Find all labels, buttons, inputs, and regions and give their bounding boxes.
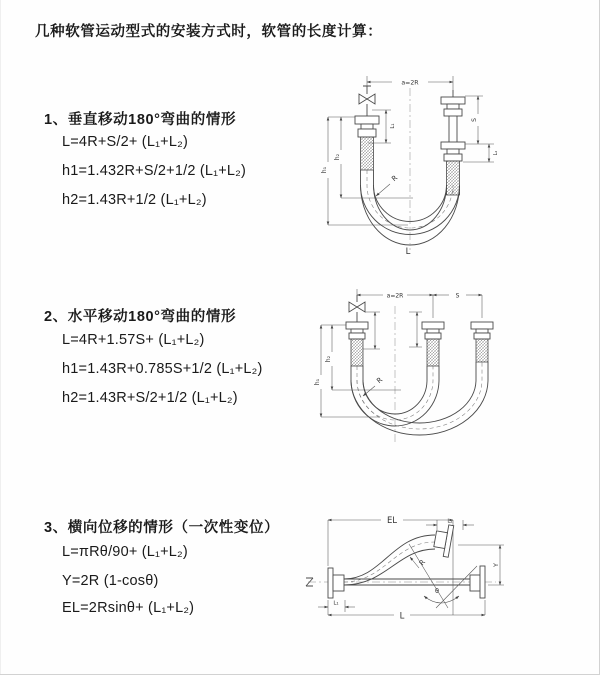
section-3-formula-L: L=πRθ/90+ (L₁+L₂)	[62, 544, 188, 560]
dim-l2	[463, 144, 499, 162]
section-3-formula-Y: Y=2R (1-cosθ)	[62, 573, 159, 589]
section-1-formula-h1: h1=1.432R+S/2+1/2 (L₁+L₂)	[62, 163, 247, 179]
dim-l1-label: L₁	[333, 600, 339, 607]
dim-a2r-label: a=2R	[401, 79, 419, 87]
angle-theta-label: θ	[435, 587, 439, 595]
dim-s	[465, 96, 494, 144]
dim-l2-label: L₂	[447, 518, 453, 525]
diagram-lateral-displacement	[296, 496, 544, 654]
page-title: 几种软管运动型式的安装方式时，软管的长度计算：	[35, 24, 383, 40]
radius-callout	[363, 376, 384, 396]
left-fitting	[346, 322, 368, 366]
braided-hose-left	[361, 137, 374, 170]
section-1-heading: 1、垂直移动180°弯曲的情形	[44, 112, 237, 128]
dim-fitting-middle	[409, 312, 422, 347]
diagram-vertical-180-bend	[308, 70, 523, 260]
section-2-formula-h2: h2=1.43R+S/2+1/2 (L₁+L₂)	[62, 390, 238, 406]
dim-l-label: L	[399, 611, 405, 622]
radius-label: R	[417, 558, 428, 568]
dim-y-label: Y	[492, 563, 500, 567]
right-fitting	[441, 90, 465, 195]
dim-l	[328, 600, 485, 622]
radius-label: R	[390, 173, 400, 184]
dim-l1	[318, 600, 355, 612]
dim-a2r	[357, 289, 482, 318]
dim-fitting-left	[363, 312, 380, 349]
dim-h2-label: h₂	[334, 153, 341, 161]
dim-s	[433, 293, 482, 300]
valve-icon	[359, 86, 375, 116]
section-1-formula-h2: h2=1.43R+1/2 (L₁+L₂)	[62, 192, 207, 208]
dim-l2-label: L₂	[493, 150, 499, 156]
section-2-heading: 2、水平移动180°弯曲的情形	[44, 309, 237, 325]
dim-h1-label: h₁	[314, 378, 321, 386]
diagram-horizontal-180-bend	[303, 282, 535, 462]
right-fitting	[471, 322, 493, 362]
valve-icon	[349, 295, 365, 322]
dim-el-label: EL	[386, 516, 398, 526]
dim-l1-label: L₁	[390, 123, 396, 129]
dim-h1	[314, 325, 379, 417]
dim-a2r-label: a=2R	[386, 292, 404, 300]
left-flange	[328, 568, 344, 598]
dim-s-label: S	[455, 292, 460, 300]
section-2-formula-h1: h1=1.43R+0.785S+1/2 (L₁+L₂)	[62, 361, 263, 377]
dim-s-label: S	[471, 118, 478, 122]
middle-fitting	[422, 322, 444, 366]
braided-hose-right	[447, 161, 460, 195]
dim-h2-label: h₂	[325, 355, 332, 363]
upper-flange	[432, 523, 453, 557]
dim-L-label: L	[405, 247, 411, 257]
radius-label: R	[375, 375, 385, 386]
radius-callout	[376, 174, 399, 196]
section-2-formula-L: L=4R+1.57S+ (L₁+L₂)	[62, 332, 205, 348]
section-3-heading: 3、横向位移的情形（一次性变位）	[44, 520, 280, 536]
section-3-formula-EL: EL=2Rsinθ+ (L₁+L₂)	[62, 600, 195, 616]
dim-el	[328, 516, 453, 566]
hose-curves	[351, 362, 488, 435]
radius-callout	[410, 557, 427, 568]
dim-h1-label: h₁	[321, 166, 328, 174]
section-1-formula-L: L=4R+S/2+ (L₁+L₂)	[62, 134, 188, 150]
